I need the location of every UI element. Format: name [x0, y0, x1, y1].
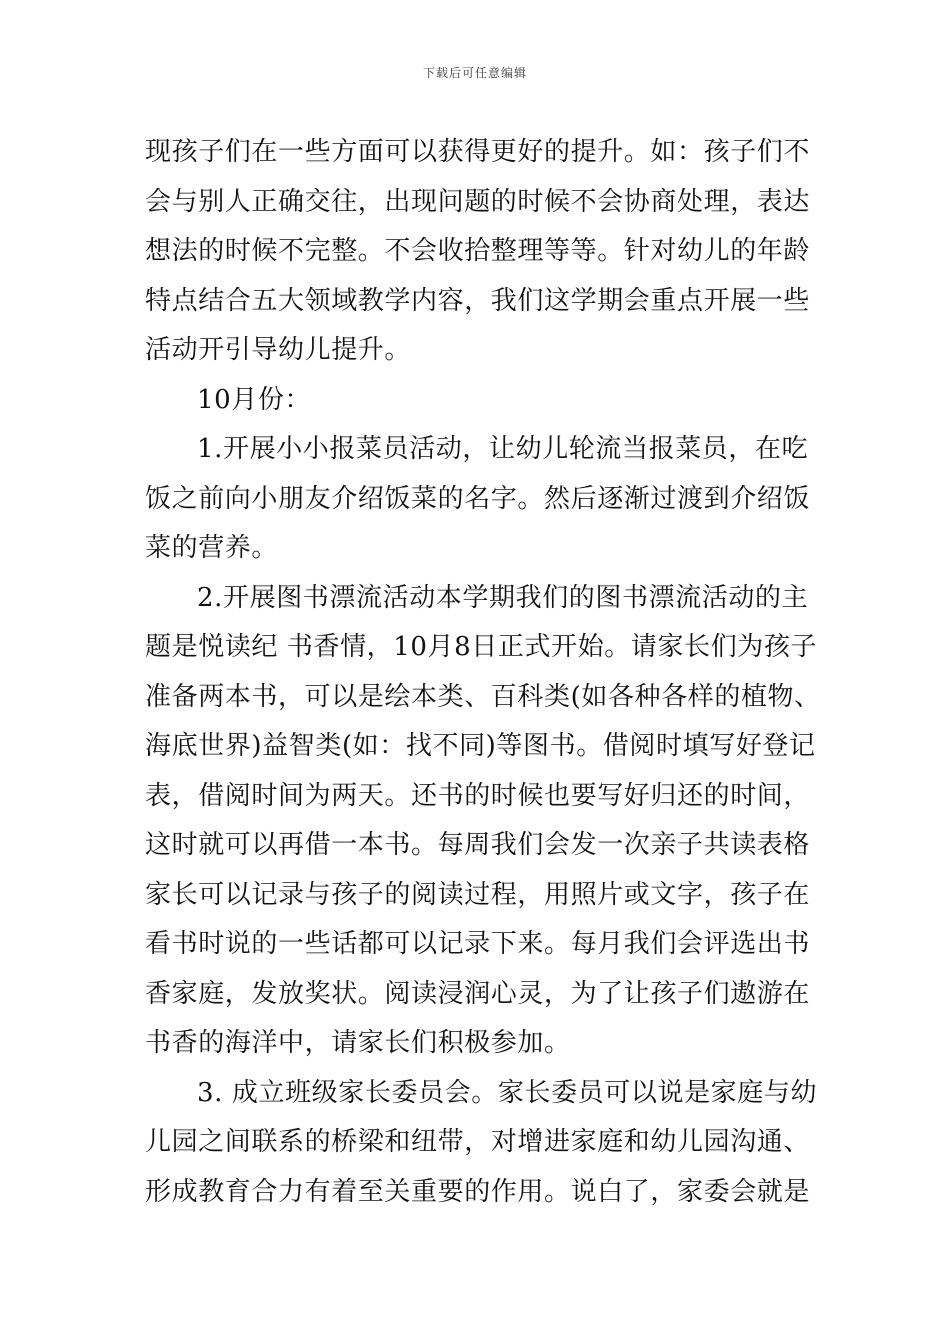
- text-line: 海底世界)益智类(如：找不同)等图书。借阅时填写好登记: [145, 731, 816, 761]
- text-line: 活动开引导幼儿提升。: [145, 335, 412, 365]
- text-line: 儿园之间联系的桥梁和纽带，对增进家庭和幼儿园沟通、: [145, 1127, 811, 1157]
- list-item-2-line: 2.开展图书漂流活动本学期我们的图书漂流活动的主: [197, 582, 809, 613]
- text-line: 题是悦读纪 书香情，10月8日正式开始。请家长们为孩子: [145, 632, 818, 662]
- text-line: 饭之前向小朋友介绍饭菜的名字。然后逐渐过渡到介绍饭: [145, 483, 811, 514]
- text-line: 准备两本书，可以是绘本类、百科类(如各种各样的植物、: [145, 681, 821, 712]
- text-line: 菜的营养。: [145, 533, 279, 563]
- text-line: 书香的海洋中，请家长们积极参加。: [145, 1028, 571, 1058]
- text-line: 会与别人正确交往，出现问题的时候不会协商处理，表达: [145, 186, 811, 217]
- section-heading-october: 10月份：: [197, 384, 312, 415]
- text-line: 看书时说的一些话都可以记录下来。每月我们会评选出书: [145, 929, 811, 959]
- text-line: 家长可以记录与孩子的阅读过程，用照片或文字，孩子在: [145, 879, 811, 910]
- text-line: 现孩子们在一些方面可以获得更好的提升。如：孩子们不: [145, 137, 811, 167]
- text-line: 表，借阅时间为两天。还书的时候也要写好归还的时间，: [145, 780, 811, 811]
- text-line: 特点结合五大领域教学内容，我们这学期会重点开展一些: [145, 285, 811, 316]
- text-line: 形成教育合力有着至关重要的作用。说白了，家委会就是: [145, 1176, 811, 1207]
- header-note: 下载后可任意编辑: [422, 66, 527, 80]
- list-item-3-line: 3. 成立班级家长委员会。家长委员可以说是家庭与幼: [197, 1077, 818, 1108]
- list-item-1-line: 1.开展小小报菜员活动，让幼儿轮流当报菜员，在吃: [197, 434, 809, 464]
- text-line: 这时就可以再借一本书。每周我们会发一次亲子共读表格: [145, 830, 811, 860]
- text-line: 香家庭，发放奖状。阅读浸润心灵，为了让孩子们遨游在: [145, 978, 811, 1009]
- body-text: [145, 128, 821, 1217]
- text-line: 想法的时候不完整。不会收拾整理等等。针对幼儿的年龄: [145, 236, 811, 266]
